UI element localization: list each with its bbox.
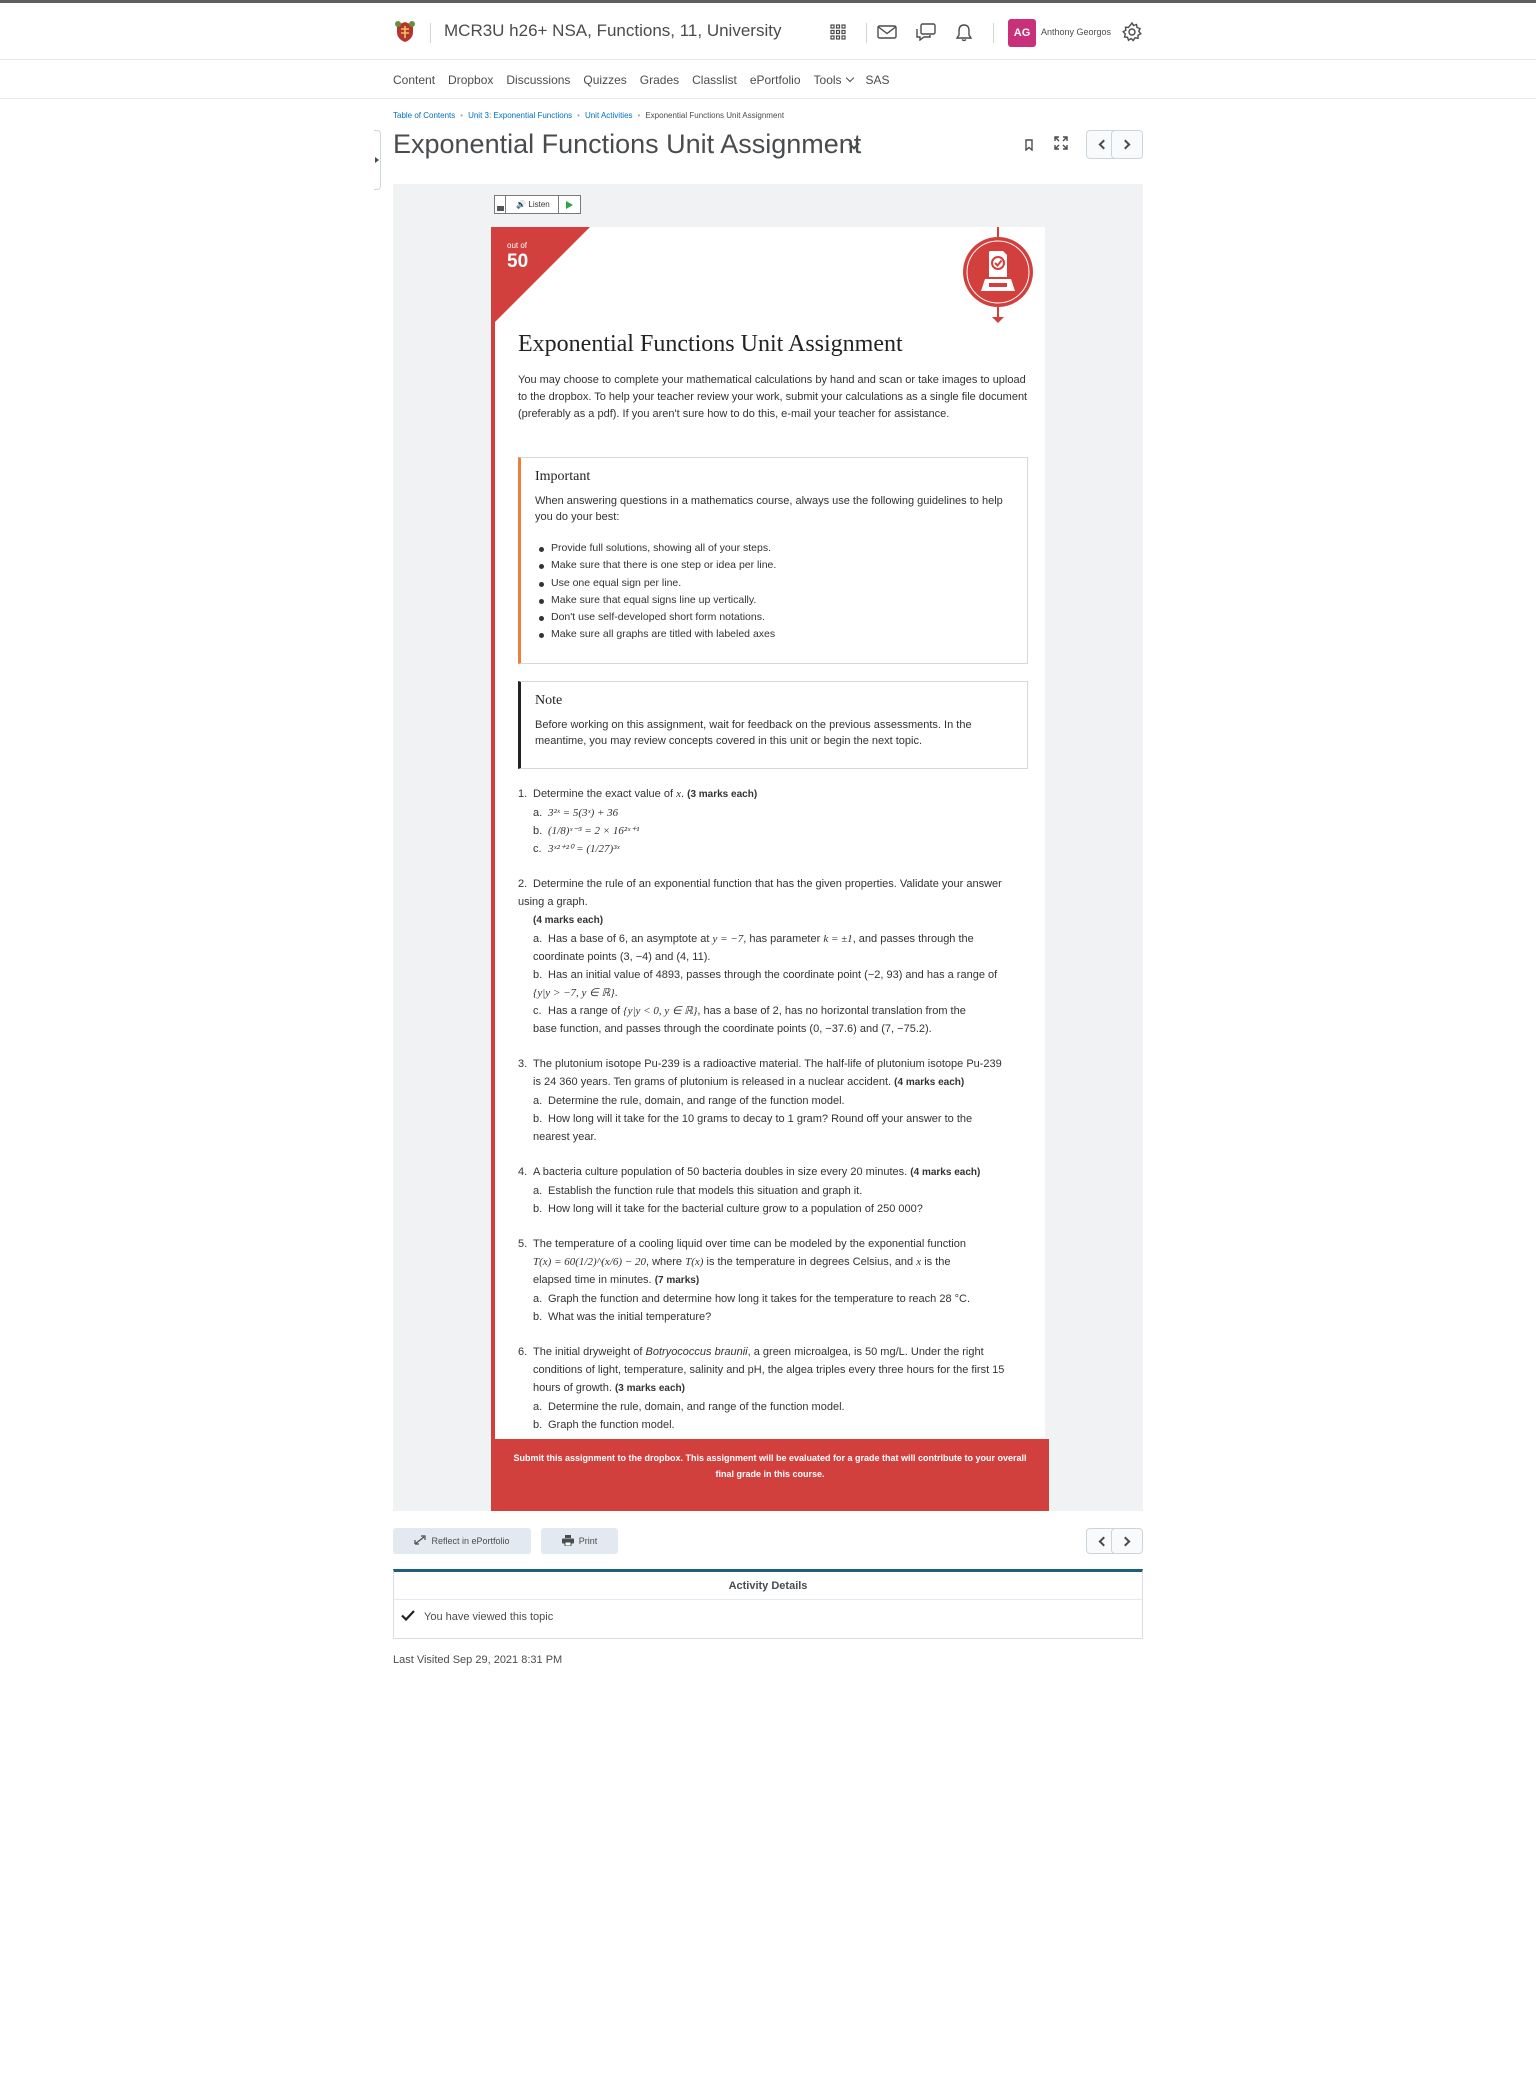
subpart-text: Graph the function and determine how long it takes for the temperature to reach 28 °C.	[548, 1293, 971, 1305]
temperature-formula: T(x) = 60(1/2)^(x/6) − 20	[533, 1256, 646, 1268]
note-text: Before working on this assignment, wait for feedback on the previous assessments. In the meantime, you may review concepts covered in this unit or begin the next topic.	[535, 719, 972, 747]
marks-label: (4 marks each)	[910, 1167, 981, 1178]
nav-quizzes[interactable]: Quizzes	[583, 73, 627, 87]
question-text: The plutonium isotope Pu-239 is a radioactive material. The half-life of plutonium isotope Pu-239	[533, 1058, 1002, 1070]
activity-details-panel	[393, 1569, 1143, 1639]
note-heading: Note	[535, 693, 563, 708]
nav-content[interactable]: Content	[393, 73, 436, 87]
course-navbar	[0, 61, 1536, 99]
side-panel-toggle[interactable]	[374, 130, 381, 190]
nav-discussions[interactable]: Discussions	[506, 73, 571, 87]
marks-label: (4 marks each)	[533, 915, 604, 926]
readspeaker-icon	[495, 196, 506, 213]
breadcrumb-table-of-contents[interactable]: Table of Contents	[393, 111, 456, 120]
subpart-text: nearest year.	[533, 1131, 597, 1143]
breadcrumb-separator: •	[637, 111, 641, 120]
question-text: elapsed time in minutes.	[533, 1274, 652, 1286]
last-visited: Last Visited Sep 29, 2021 8:31 PM	[393, 1654, 563, 1666]
nav-items	[393, 73, 890, 87]
org-logo-icon[interactable]	[392, 19, 418, 45]
question-number: 3.	[518, 1058, 528, 1070]
course-selector-grid-icon[interactable]	[826, 20, 850, 44]
listen-text: Listen	[528, 200, 550, 209]
user-avatar[interactable]: AG	[1008, 19, 1036, 47]
list-item: Use one equal sign per line.	[535, 575, 1013, 592]
nav-sas[interactable]: SAS	[865, 73, 890, 87]
reflect-in-eportfolio-button[interactable]	[393, 1528, 531, 1554]
subpart-text: Establish the function rule that models this situation and graph it.	[548, 1185, 863, 1197]
breadcrumb-unit-activities[interactable]: Unit Activities	[584, 111, 633, 120]
message-mail-icon[interactable]	[875, 20, 899, 44]
subpart-text: What was the initial temperature?	[548, 1311, 712, 1323]
subpart-text: base function, and passes through the coordinate points (0, −37.6) and (7, −75.2).	[533, 1023, 932, 1035]
math-variable: x	[916, 1256, 922, 1268]
important-text: When answering questions in a mathematics course, always use the following guidelines to help you do your best:	[535, 495, 1003, 523]
subpart-text: , has a base of 2, has no horizontal translation from the	[697, 1005, 966, 1017]
score-value: 50	[507, 251, 529, 272]
breadcrumb-separator: •	[577, 111, 580, 120]
breadcrumb-unit[interactable]: Unit 3: Exponential Functions	[468, 111, 573, 120]
assignment-card	[491, 227, 1045, 1511]
header-separator	[430, 23, 431, 43]
header-divider	[866, 23, 867, 43]
question-text: The temperature of a cooling liquid over time can be modeled by the exponential function	[533, 1238, 966, 1250]
note-callout	[518, 681, 1028, 769]
nav-grades[interactable]: Grades	[639, 73, 680, 87]
question-text: A bacteria culture population of 50 bacteria doubles in size every 20 minutes.	[533, 1166, 908, 1178]
print-label: Print	[578, 1536, 598, 1546]
header-divider	[993, 23, 994, 43]
subpart-text: Determine the rule, domain, and range of the function model.	[548, 1095, 845, 1107]
next-topic-button[interactable]	[1111, 130, 1143, 159]
card-title: Exponential Functions Unit Assignment	[518, 331, 903, 357]
reflect-label: Reflect in ePortfolio	[431, 1536, 510, 1546]
question-6: 6. The initial dryweight of Botryococcus braunii, a green microalgea, is 50 mg/L. Under the right conditions of light, temperature, salinity and pH, the algea triples every three hours for the first 15 hours of growth. (3 marks each) a. Determine the rule, domain, and range of the function model. b. Graph the function model.	[518, 1343, 1030, 1434]
out-of-label: out of	[507, 241, 528, 250]
chevron-left-icon	[1099, 140, 1109, 150]
question-number: 5.	[518, 1238, 528, 1250]
question-text: The initial dryweight of	[533, 1346, 643, 1358]
question-text: hours of growth.	[533, 1382, 612, 1394]
question-5: 5. The temperature of a cooling liquid over time can be modeled by the exponential function T(x) = 60(1/2)^(x/6) − 20, where T(x) is the temperature in degrees Celsius, and x is the elapsed time in minutes. (7 marks) a. Graph the function and determine how long it takes for the temperature to reach 28 °C. b. What was the initial temperature?	[518, 1235, 1030, 1326]
header	[0, 3, 1536, 60]
important-callout	[518, 457, 1028, 664]
chevron-right-icon	[1121, 140, 1131, 150]
viewed-status-row	[401, 1610, 553, 1624]
subpart-text: coordinate points (3, −4) and (4, 11).	[533, 951, 711, 963]
user-name[interactable]: Anthony Georgos	[1041, 27, 1112, 37]
question-text: is the	[924, 1256, 951, 1268]
question-text: Determine the exact value of	[533, 788, 674, 800]
subpart-text: Graph the function model.	[548, 1419, 675, 1431]
listen-button[interactable]	[494, 195, 581, 214]
list-item: Provide full solutions, showing all of your steps.	[535, 540, 1013, 557]
page-title: Exponential Functions Unit Assignment	[393, 129, 862, 159]
question-number: 1.	[518, 788, 528, 800]
question-text: is the temperature in degrees Celsius, and	[706, 1256, 914, 1268]
intro-text: You may choose to complete your mathematical calculations by hand and scan or take images to upload to the dropbox. To help your teacher review your work, submit your calculations as a single file document (preferably as a pdf). If you aren't sure how to do this, e-mail your teacher for assistance.	[518, 374, 1028, 420]
equation-b: (1/8)ˣ⁻³ = 2 × 16²ˣ⁺¹	[548, 825, 640, 837]
math-expression: {y|y > −7, y ∈ ℝ}	[533, 987, 615, 999]
nav-classlist[interactable]: Classlist	[692, 73, 737, 87]
assignment-badge-icon	[961, 227, 1035, 332]
math-expression: k = ±1	[823, 933, 853, 945]
list-item: Make sure all graphs are titled with labeled axes	[535, 626, 1013, 643]
math-expression: y = −7	[712, 933, 744, 945]
question-text: conditions of light, temperature, salinity and pH, the algea triples every three hours for the first 15	[533, 1364, 1005, 1376]
question-1: 1. Determine the exact value of x. (3 marks each) a. 3²ˣ = 5(3ˣ) + 36 b. (1/8)ˣ⁻³ = 2 × 16²ˣ⁺¹ c. 3ˣ²⁺²⁰ = (1/27)³ˣ	[518, 785, 1030, 858]
nav-tools-dropdown[interactable]: Tools	[814, 73, 853, 87]
divider	[394, 1599, 1142, 1600]
subpart-text: Determine the rule, domain, and range of the function model.	[548, 1401, 845, 1413]
questions-list	[518, 785, 1030, 1451]
subpart-text: How long will it take for the 10 grams to decay to 1 gram? Round off your answer to the	[548, 1113, 973, 1125]
question-number: 4.	[518, 1166, 528, 1178]
marks-label: (7 marks)	[654, 1275, 700, 1286]
list-item: Don't use self-developed short form notations.	[535, 609, 1013, 626]
fullscreen-icon[interactable]	[1054, 136, 1068, 155]
breadcrumb-separator: •	[460, 111, 464, 120]
play-icon[interactable]	[558, 196, 580, 213]
course-title[interactable]: MCR3U h26+ NSA, Functions, 11, University	[444, 21, 782, 40]
subscriptions-chat-icon[interactable]	[914, 20, 938, 44]
important-heading: Important	[535, 469, 591, 484]
question-3: 3. The plutonium isotope Pu-239 is a radioactive material. The half-life of plutonium isotope Pu-239 is 24 360 years. Ten grams of plutonium is released in a nuclear accident. (4 marks each) a. Determine the rule, domain, and range of the function model. b. How long will it take for the 10 grams to decay to 1 gram? Round off your answer to the nearest year.	[518, 1055, 1030, 1146]
breadcrumb	[393, 111, 784, 120]
species-name: Botryococcus braunii	[645, 1346, 748, 1358]
question-text: , where	[645, 1256, 683, 1268]
math-expression: {y|y < 0, y ∈ ℝ}	[623, 1005, 698, 1017]
submit-banner: Submit this assignment to the dropbox. This assignment will be evaluated for a grade that will contribute to your overall final grade in this course.	[491, 1439, 1049, 1511]
activity-details-title: Activity Details	[728, 1580, 808, 1592]
marks-label: (3 marks each)	[614, 1383, 685, 1394]
question-number: 2.	[518, 878, 528, 890]
marks-label: (3 marks each)	[687, 789, 758, 800]
question-text: Determine the rule of an exponential function that has the given properties. Validate your answer using a graph.	[518, 878, 1002, 908]
equation-a: 3²ˣ = 5(3ˣ) + 36	[548, 807, 619, 819]
question-2: 2. Determine the rule of an exponential function that has the given properties. Validate your answer using a graph. (4 marks each) a. Has a base of 6, an asymptote at y = −7, has parameter k = ±1, and passes through the coordinate points (3, −4) and (4, 11). b. Has an initial value of 4893, passes through the coordinate point (−2, 93) and has a range of {y|y > −7, y ∈ ℝ}. c. Has a range of {y|y < 0, y ∈ ℝ}, has a base of 2, has no horizontal translation from the base function, and passes through the coordinate points (0, −37.6) and (7, −75.2).	[518, 875, 1030, 1038]
chevron-left-icon	[1099, 1536, 1109, 1546]
print-icon	[562, 1535, 574, 1548]
settings-gear-icon[interactable]	[1120, 20, 1144, 44]
subpart-text: Has a range of	[548, 1005, 621, 1017]
math-variable: T(x)	[685, 1256, 704, 1268]
bookmark-icon[interactable]	[1025, 138, 1033, 156]
math-variable: x	[676, 788, 681, 800]
nav-dropbox[interactable]: Dropbox	[448, 73, 494, 87]
equation-c: 3ˣ²⁺²⁰ = (1/27)³ˣ	[548, 843, 620, 855]
subpart-text: Has a base of 6, an asymptote at	[548, 933, 710, 945]
question-text: is 24 360 years. Ten grams of plutonium is released in a nuclear accident.	[533, 1076, 892, 1088]
subpart-text: , and passes through the	[852, 933, 974, 945]
question-number: 6.	[518, 1346, 528, 1358]
list-item: Make sure that equal signs line up vertically.	[535, 592, 1013, 609]
print-button[interactable]	[541, 1528, 618, 1554]
question-4: 4. A bacteria culture population of 50 bacteria doubles in size every 20 minutes. (4 marks each) a. Establish the function rule that models this situation and graph it. b. How long will it take for the bacterial culture grow to a population of 250 000?	[518, 1163, 1030, 1218]
notifications-bell-icon[interactable]	[952, 20, 976, 44]
listen-label: 🔊 Listen	[516, 200, 550, 209]
subpart-text: Has an initial value of 4893, passes through the coordinate point (−2, 93) and has a range of	[548, 969, 998, 981]
next-topic-bottom-button[interactable]	[1111, 1528, 1143, 1554]
guidelines-list	[535, 540, 1013, 644]
chevron-right-icon	[1121, 1536, 1131, 1546]
list-item: Make sure that there is one step or idea per line.	[535, 557, 1013, 574]
subpart-text: How long will it take for the bacterial culture grow to a population of 250 000?	[548, 1203, 923, 1215]
subpart-text: , has parameter	[743, 933, 821, 945]
marks-label: (4 marks each)	[894, 1077, 965, 1088]
nav-eportfolio[interactable]: ePortfolio	[749, 73, 801, 87]
eportfolio-icon	[414, 1535, 426, 1547]
checkmark-icon	[401, 1610, 415, 1624]
question-text: , a green microalgea, is 50 mg/L. Under the right	[747, 1346, 984, 1358]
viewed-status-text: You have viewed this topic	[424, 1611, 554, 1623]
breadcrumb-current: Exponential Functions Unit Assignment	[645, 111, 785, 120]
